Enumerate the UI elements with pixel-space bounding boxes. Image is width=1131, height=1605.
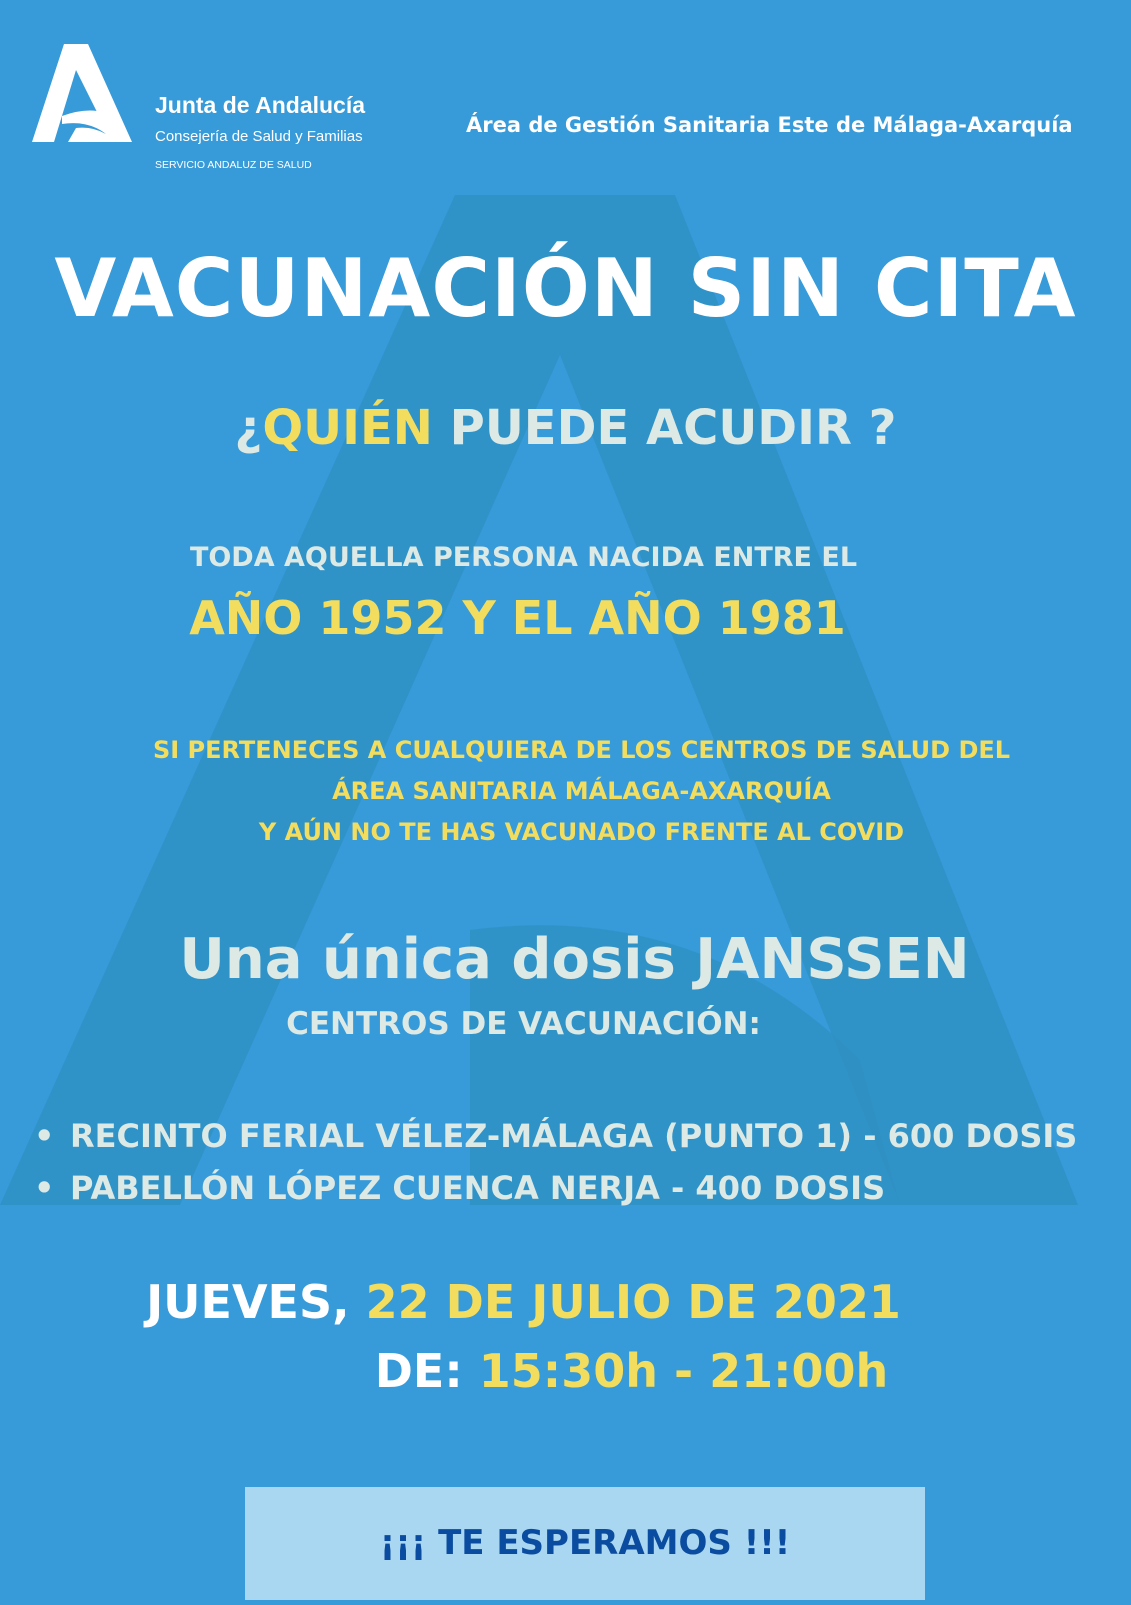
closing-banner — [245, 1487, 925, 1600]
day-date: 22 DE JULIO DE 2021 — [365, 1275, 901, 1329]
question-rest: PUEDE ACUDIR ? — [432, 400, 897, 456]
page-title: VACUNACIÓN SIN CITA — [54, 242, 1077, 335]
junta-andalucia-logo-icon — [28, 42, 140, 146]
logo-service: SERVICIO ANDALUZ DE SALUD — [155, 159, 312, 171]
dose-line: Una única dosis JANSSEN — [179, 927, 970, 992]
condition-line: SI PERTENECES A CUALQUIERA DE LOS CENTROS DE SALUD DEL — [152, 736, 1011, 764]
condition-line: ÁREA SANITARIA MÁLAGA-AXARQUÍA — [332, 777, 831, 805]
closing-text: ¡¡¡ TE ESPERAMOS !!! — [379, 1523, 791, 1563]
logo-title: Junta de Andalucía — [155, 92, 366, 118]
event-time — [0, 1344, 1131, 1398]
years-line: AÑO 1952 Y EL AÑO 1981 — [189, 591, 846, 645]
time-prefix: DE: — [374, 1344, 479, 1398]
day-prefix: JUEVES, — [146, 1275, 366, 1329]
area-title: Área de Gestión Sanitaria Este de Málaga-Axarquía — [466, 113, 1073, 137]
question-open: ¿ — [234, 400, 263, 456]
event-date — [0, 1275, 1131, 1329]
logo-subtitle: Consejería de Salud y Familias — [155, 128, 363, 145]
time-range: 15:30h - 21:00h — [478, 1344, 889, 1398]
list-item: • PABELLÓN LÓPEZ CUENCA NERJA - 400 DOSIS — [34, 1162, 1077, 1214]
question-heading — [0, 400, 1131, 456]
list-item: • RECINTO FERIAL VÉLEZ-MÁLAGA (PUNTO 1) - 600 DOSIS — [34, 1110, 1077, 1162]
condition-line: Y AÚN NO TE HAS VACUNADO FRENTE AL COVID — [258, 818, 905, 846]
eligibility-line: TODA AQUELLA PERSONA NACIDA ENTRE EL — [189, 542, 858, 573]
question-highlight: QUIÉN — [262, 400, 433, 456]
conditions — [0, 730, 1131, 853]
centers-list — [34, 1110, 1077, 1214]
centers-heading: CENTROS DE VACUNACIÓN: — [286, 1006, 761, 1042]
